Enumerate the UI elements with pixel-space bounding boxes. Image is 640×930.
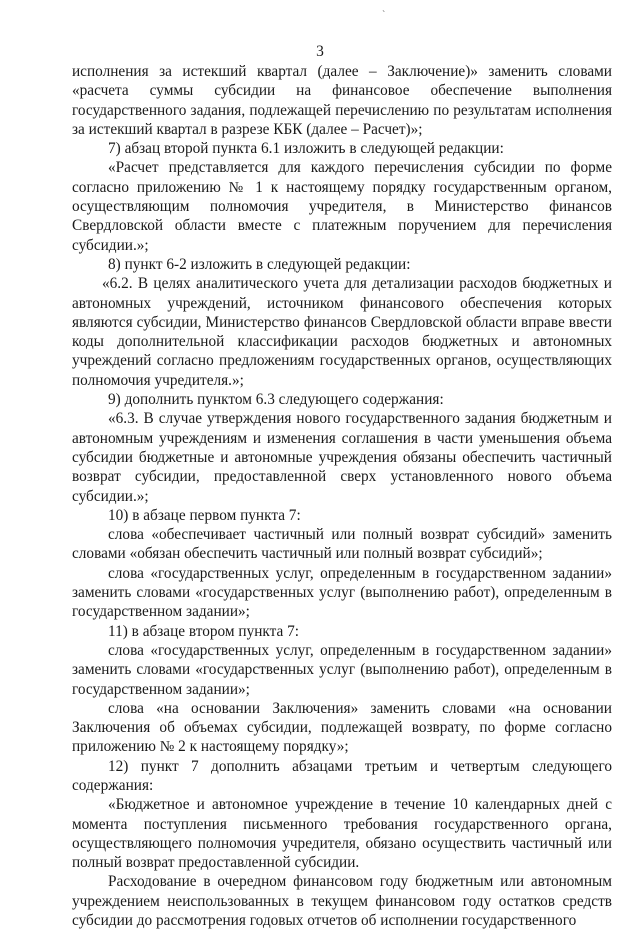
paragraph-item-12: 12) пункт 7 дополнить абзацами третьим и четвертым следующего содержания: <box>72 757 612 794</box>
paragraph-item-10: 10) в абзаце первом пункта 7: <box>108 506 301 524</box>
paragraph-words-uslug-2: слова «государственных услуг, определенным в государственном задании» заменить словами «государственных услуг (выполнению работ), определенным в государственном задании»; <box>72 641 612 698</box>
paragraph-words-zaklyuchenie: слова «на основании Заключения» заменить словами «на основании Заключения об объемах субсидии, подлежащей возврату, по форме согласно приложению № 2 к настоящему порядку»; <box>72 699 612 756</box>
paragraph-item-7: 7) абзац второй пункта 6.1 изложить в следующей редакции: <box>108 140 504 158</box>
paragraph-words-vozvrat: слова «обеспечивает частичный или полный возврат субсидий» заменить словами «обязан обеспечить частичный или полный возврат субсидий»; <box>72 526 612 563</box>
paragraph-item-11: 11) в абзаце втором пункта 7: <box>108 622 300 640</box>
paragraph-continuation: исполнения за истекший квартал (далее – Заключение)» заменить словами «расчета суммы субсидии на финансовое обеспечение выполнения государственного задания, подлежащей перечислению по результатам исполнения за истекший квартал в разрезе КБК (далее – Расчет)»; <box>72 63 612 138</box>
paragraph-quote-6-3: «6.3. В случае утверждения нового государственного задания бюджетным и автономным учреждениям и изменения соглашения в части уменьшения объема субсидии бюджетные и автономные учреждения обязаны обеспечить частичный возврат субсидии, предоставленной сверх установленного нового объема субсидии.»; <box>72 410 612 505</box>
paragraph-quote-6-2: «6.2. В целях аналитического учета для детализации расходов бюджетных и автономных учреждений, источником финансового обеспечения которых являются субсидии, Министерство финансов Свердловской области вправе ввести коды дополнительной классификации расходов бюджетных и автономных учреждений согласно предложениям государственных органов, осуществляющих полномочия учредителя.»; <box>72 275 612 389</box>
document-body <box>72 62 612 930</box>
paragraph-quote-raschet: «Расчет представляется для каждого перечисления субсидии по форме согласно приложению № 1 к настоящему порядку государственным органом, осуществляющим полномочия учредителя, в Министерство финансов Свердловской области вместе с платежным поручением для перечисления субсидии.»; <box>72 159 612 254</box>
scan-speck: ˋ <box>382 10 386 21</box>
paragraph-quote-vozvrat: «Бюджетное и автономное учреждение в течение 10 календарных дней с момента поступления письменного требования государственного органа, осуществляющего полномочия учредителя, обязано осуществить частичный или полный возврат предоставленной субсидии. <box>72 796 612 872</box>
paragraph-raskhodovanie: Расходование в очередном финансовом году бюджетным или автономным учреждением неиспользованных в текущем финансовом году остатков средств субсидии до рассмотрения годовых отчетов об исполнении государственного <box>72 873 612 930</box>
page-number: 3 <box>316 43 324 60</box>
paragraph-words-uslug-1: слова «государственных услуг, определенным в государственном задании» заменить словами «государственных услуг (выполнению работ), определенным в государственном задании»; <box>72 564 612 621</box>
paragraph-item-8: 8) пункт 6-2 изложить в следующей редакции: <box>108 255 411 273</box>
paragraph-item-9: 9) дополнить пунктом 6.3 следующего содержания: <box>108 391 444 409</box>
